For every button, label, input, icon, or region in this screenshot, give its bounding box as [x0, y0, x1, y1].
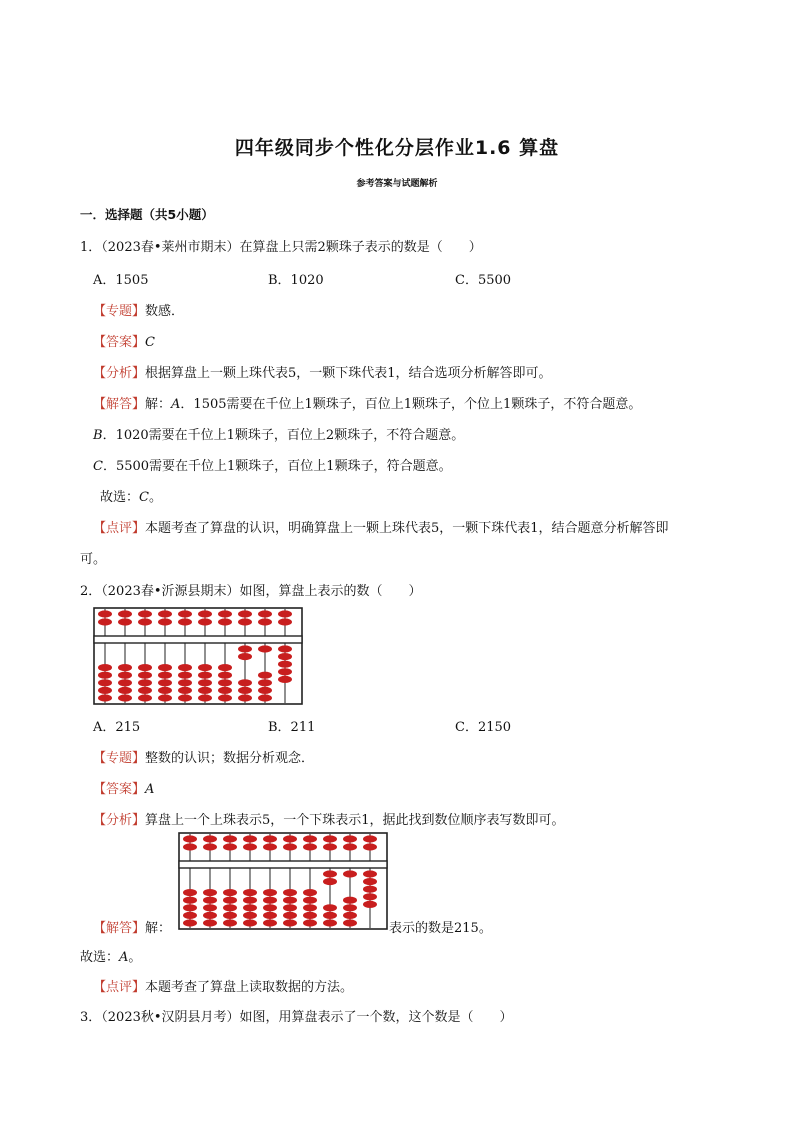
upper-bead	[323, 843, 337, 850]
jieda-letter: C	[93, 459, 103, 474]
jieda-prefix: 解：	[145, 921, 172, 936]
question-1-option-b: B．1020	[268, 273, 324, 288]
upper-bead	[278, 610, 292, 617]
question-2-zhuanti	[93, 747, 314, 766]
lower-bead	[183, 904, 197, 911]
lower-bead	[203, 904, 217, 911]
lower-bead	[223, 919, 237, 926]
question-2-dianping	[93, 976, 353, 995]
lower-bead	[363, 901, 377, 908]
question-2-jieda	[93, 917, 171, 936]
section-heading: 一．选择题（共5小题）	[80, 207, 214, 222]
guxuan-suffix: 。	[148, 490, 162, 505]
guxuan-prefix: 故选：	[80, 950, 120, 965]
lower-bead	[118, 672, 132, 679]
upper-bead	[243, 843, 257, 850]
lower-bead	[198, 679, 212, 686]
lower-bead	[178, 664, 192, 671]
lower-bead	[283, 897, 297, 904]
lower-bead	[243, 919, 257, 926]
lower-bead	[323, 878, 337, 885]
lower-bead	[243, 904, 257, 911]
lower-bead	[198, 687, 212, 694]
lower-bead	[238, 653, 252, 660]
lower-bead	[223, 897, 237, 904]
upper-bead	[183, 843, 197, 850]
upper-bead	[203, 843, 217, 850]
lower-bead	[158, 687, 172, 694]
upper-bead	[203, 835, 217, 842]
answer-tag: 【答案】	[93, 335, 146, 350]
upper-bead	[238, 618, 252, 625]
lower-bead	[243, 912, 257, 919]
upper-bead	[218, 610, 232, 617]
lower-bead	[158, 679, 172, 686]
lower-bead	[178, 679, 192, 686]
lower-bead	[303, 919, 317, 926]
document-title: 四年级同步个性化分层作业1.6 算盘	[234, 137, 560, 159]
upper-bead	[263, 835, 277, 842]
lower-bead	[283, 912, 297, 919]
lower-bead	[158, 664, 172, 671]
lower-bead	[263, 919, 277, 926]
lower-bead	[118, 664, 132, 671]
question-2-option-b: B．211	[268, 720, 316, 735]
lower-bead	[278, 661, 292, 668]
lower-bead	[278, 676, 292, 683]
lower-bead	[218, 694, 232, 701]
question-1-jieda-line-2	[93, 424, 464, 443]
lower-bead	[178, 672, 192, 679]
upper-bead	[178, 618, 192, 625]
lower-bead	[323, 912, 337, 919]
lower-bead	[223, 889, 237, 896]
upper-bead	[343, 835, 357, 842]
lower-bead	[283, 904, 297, 911]
dianping-text: 本题考查了算盘的认识，明确算盘上一颗上珠代表5，一颗下珠代表1，结合题意分析解答即	[145, 521, 669, 536]
question-1-stem: 1．（2023春•莱州市期末）在算盘上只需2颗珠子表示的数是（ ）	[80, 240, 482, 255]
upper-bead	[238, 610, 252, 617]
answer-tag: 【答案】	[93, 782, 146, 797]
question-2-answer	[93, 778, 154, 797]
lower-bead	[258, 694, 272, 701]
lower-bead	[183, 912, 197, 919]
upper-bead	[283, 843, 297, 850]
lower-bead	[363, 870, 377, 877]
dianping-text: 本题考查了算盘上读取数据的方法。	[145, 980, 354, 995]
upper-bead	[258, 618, 272, 625]
lower-bead	[278, 653, 292, 660]
dianping-tag: 【点评】	[93, 980, 146, 995]
upper-bead	[343, 843, 357, 850]
lower-bead	[203, 919, 217, 926]
lower-bead	[198, 672, 212, 679]
question-2-jieda-result: 表示的数是215。	[389, 921, 492, 936]
upper-bead	[263, 843, 277, 850]
lower-bead	[138, 664, 152, 671]
question-2-guxuan	[80, 946, 141, 965]
lower-bead	[198, 664, 212, 671]
lower-bead	[178, 694, 192, 701]
upper-bead	[223, 835, 237, 842]
upper-bead	[303, 835, 317, 842]
lower-bead	[183, 897, 197, 904]
lower-bead	[203, 912, 217, 919]
upper-bead	[138, 618, 152, 625]
abacus-beam	[179, 861, 387, 868]
lower-bead	[343, 904, 357, 911]
lower-bead	[238, 694, 252, 701]
lower-bead	[278, 668, 292, 675]
zhuanti-tag: 【专题】	[93, 751, 146, 766]
lower-bead	[138, 687, 152, 694]
lower-bead	[183, 889, 197, 896]
lower-bead	[158, 672, 172, 679]
fenxi-text: 算盘上一个上珠表示5，一个下珠表示1，据此找到数位顺序表写数即可。	[145, 813, 565, 828]
lower-bead	[258, 687, 272, 694]
upper-bead	[158, 610, 172, 617]
lower-bead	[303, 889, 317, 896]
lower-bead	[303, 897, 317, 904]
guxuan-letter: A	[119, 950, 129, 965]
lower-bead	[238, 645, 252, 652]
jieda-letter: B	[93, 428, 103, 443]
lower-bead	[138, 672, 152, 679]
lower-bead	[138, 679, 152, 686]
lower-bead	[178, 687, 192, 694]
question-1-jieda-line-3	[93, 455, 452, 474]
upper-bead	[118, 610, 132, 617]
jieda-text: ．1505需要在千位上1颗珠子，百位上1颗珠子，个位上1颗珠子，不符合题意。	[180, 397, 642, 412]
lower-bead	[323, 904, 337, 911]
lower-bead	[343, 870, 357, 877]
lower-bead	[263, 889, 277, 896]
lower-bead	[198, 694, 212, 701]
lower-bead	[158, 694, 172, 701]
fenxi-tag: 【分析】	[93, 366, 146, 381]
lower-bead	[98, 687, 112, 694]
lower-bead	[203, 889, 217, 896]
lower-bead	[138, 694, 152, 701]
question-1-dianping	[93, 517, 669, 536]
question-1-option-c: C．5500	[455, 273, 512, 288]
lower-bead	[218, 672, 232, 679]
lower-bead	[243, 889, 257, 896]
jieda-tag: 【解答】	[93, 397, 146, 412]
lower-bead	[218, 664, 232, 671]
upper-bead	[178, 610, 192, 617]
lower-bead	[343, 919, 357, 926]
lower-bead	[278, 645, 292, 652]
upper-bead	[303, 843, 317, 850]
lower-bead	[283, 919, 297, 926]
jieda-text: ．5500需要在千位上1颗珠子，百位上1颗珠子，符合题意。	[102, 459, 452, 474]
upper-bead	[283, 835, 297, 842]
question-1-zhuanti	[93, 300, 184, 319]
lower-bead	[223, 904, 237, 911]
abacus-beam	[94, 636, 302, 643]
lower-bead	[98, 679, 112, 686]
lower-bead	[258, 679, 272, 686]
jieda-text: ．1020需要在千位上1颗珠子，百位上2颗珠子，不符合题意。	[102, 428, 465, 443]
lower-bead	[363, 886, 377, 893]
upper-bead	[118, 618, 132, 625]
upper-bead	[363, 843, 377, 850]
guxuan-letter: C	[139, 490, 149, 505]
upper-bead	[183, 835, 197, 842]
lower-bead	[263, 912, 277, 919]
jieda-tag: 【解答】	[93, 921, 146, 936]
lower-bead	[263, 897, 277, 904]
upper-bead	[323, 835, 337, 842]
lower-bead	[98, 694, 112, 701]
upper-bead	[258, 610, 272, 617]
document-subtitle: 参考答案与试题解析	[356, 179, 438, 189]
question-1-fenxi	[93, 362, 552, 381]
upper-bead	[223, 843, 237, 850]
lower-bead	[218, 687, 232, 694]
upper-bead	[98, 618, 112, 625]
lower-bead	[303, 904, 317, 911]
lower-bead	[243, 897, 257, 904]
upper-bead	[363, 835, 377, 842]
lower-bead	[118, 694, 132, 701]
question-3-stem: 3．（2023秋•汉阴县月考）如图，用算盘表示了一个数，这个数是（ ）	[80, 1010, 513, 1025]
lower-bead	[263, 904, 277, 911]
guxuan-prefix: 故选：	[100, 490, 140, 505]
upper-bead	[98, 610, 112, 617]
upper-bead	[158, 618, 172, 625]
guxuan-suffix: 。	[128, 950, 142, 965]
lower-bead	[258, 672, 272, 679]
answer-value: C	[145, 335, 155, 350]
question-2-option-c: C．2150	[455, 720, 512, 735]
upper-bead	[138, 610, 152, 617]
question-1-guxuan	[100, 486, 162, 505]
jieda-prefix: 解：	[145, 397, 172, 412]
abacus-figure-solution	[178, 832, 388, 930]
lower-bead	[323, 870, 337, 877]
lower-bead	[183, 919, 197, 926]
dianping-tag: 【点评】	[93, 521, 146, 536]
lower-bead	[343, 912, 357, 919]
fenxi-text: 根据算盘上一颗上珠代表5，一颗下珠代表1，结合选项分析解答即可。	[145, 366, 552, 381]
lower-bead	[343, 897, 357, 904]
upper-bead	[198, 618, 212, 625]
lower-bead	[283, 889, 297, 896]
lower-bead	[98, 664, 112, 671]
lower-bead	[258, 645, 272, 652]
question-1-jieda	[93, 393, 641, 412]
lower-bead	[223, 912, 237, 919]
abacus-figure	[93, 607, 303, 705]
upper-bead	[198, 610, 212, 617]
lower-bead	[363, 893, 377, 900]
lower-bead	[238, 679, 252, 686]
lower-bead	[363, 878, 377, 885]
lower-bead	[238, 687, 252, 694]
upper-bead	[218, 618, 232, 625]
lower-bead	[118, 687, 132, 694]
lower-bead	[203, 897, 217, 904]
lower-bead	[218, 679, 232, 686]
zhuanti-tag: 【专题】	[93, 304, 146, 319]
lower-bead	[118, 679, 132, 686]
zhuanti-text: 整数的认识；数据分析观念．	[145, 751, 315, 766]
upper-bead	[278, 618, 292, 625]
question-2-option-a: A．215	[93, 720, 141, 735]
upper-bead	[243, 835, 257, 842]
lower-bead	[98, 672, 112, 679]
question-1-dianping-line-2: 可。	[80, 552, 107, 567]
question-1-answer	[93, 331, 155, 350]
answer-value: A	[145, 782, 155, 797]
fenxi-tag: 【分析】	[93, 813, 146, 828]
lower-bead	[303, 912, 317, 919]
question-2-fenxi	[93, 809, 565, 828]
zhuanti-text: 数感．	[145, 304, 185, 319]
question-1-option-a: A．1505	[93, 273, 149, 288]
question-2-stem: 2．（2023春•沂源县期末）如图，算盘上表示的数（ ）	[80, 584, 422, 599]
lower-bead	[323, 919, 337, 926]
jieda-letter: A	[171, 397, 181, 412]
